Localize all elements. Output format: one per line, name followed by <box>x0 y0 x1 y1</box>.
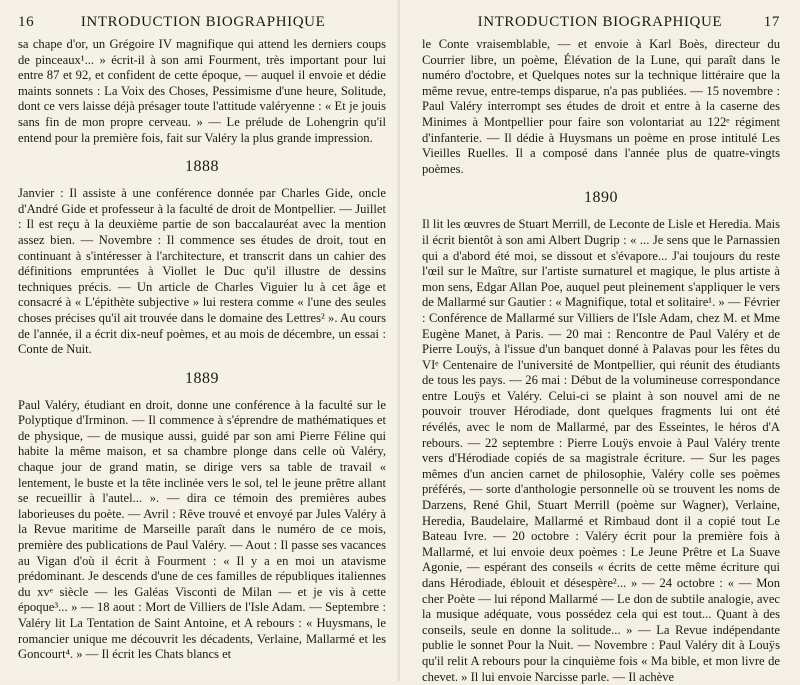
right-running-head <box>422 14 780 31</box>
year-heading-1890: 1890 <box>584 189 618 207</box>
year-heading-1888: 1888 <box>185 158 219 176</box>
right-paragraph-2: Il lit les œuvres de Stuart Merrill, de Leconte de Lisle et Heredia. Mais il écrit bientôt à son ami Albert Dugrip : « ... Je sens que le Parnassien qui a d'abord été moi, se dissout et s'évapore... J'ai toujours du reste l'œil sur le Maître, sur l'artiste surnaturel et magique, le plus artiste à mon sens, Edgar Allan Poe, auquel peut pleinement s'appliquer le vers de Mallarmé sur Gautier : « Magnifique, total et solitaire¹. » — Février : Conférence de Mallarmé sur Villiers de l'Isle Adam, chez M. et Mme Eugène Manet, à Paris. — 20 mai : Rencontre de Paul Valéry et de Pierre Louÿs, à l'issue d'un banquet donné à Palavas pour les fêtes du VIᵉ Centenaire de l'université de Montpellier, qui réunit des étudiants de tous les pays. — 26 mai : Début de la volumineuse correspondance entre Louÿs et Valéry. Celui-ci se plaint à son nouvel ami de ne pouvoir trouver Hérodiade, dont quelques fragments lui ont été révélés, avec le nom de Mallarmé, par des Esseintes, le héros d'A rebours. — 22 septembre : Pierre Louÿs envoie à Paul Valéry trente vers d'Hérodiade copiés de sa magistrale écriture. — Sur les pages mêmes d'un ancien carnet de philosophie, Valéry colle ses poèmes préférés, — sorte d'anthologie personnelle où se trouvent les noms de Darzens, René Ghil, Stuart Merrill (poème sur Wagner), Verlaine, Heredia, Baudelaire, Mallarmé et Rimbaud dont il a copié tout Le Bateau Ivre. — 20 octobre : Valéry écrit pour la première fois à Mallarmé, et lui envoie deux poèmes : Le Jeune Prêtre et La Suave Agonie, — espérant des conseils « écrits de cette même écriture qui dans Hérodiade, éblouit et désespère²... » — 24 octobre : « — Mon cher Poète — lui répond Mallarmé — Le don de subtile analogie, avec la musique adéquate, vous possédez cela qui est tout... Quant à des conseils, seule en donne la solitude... » — La Revue indépendante publie le sonnet Pour la Nuit. — Novembre : Paul Valéry dit à Louÿs qu'il relit A rebours pour la cinquième fois « Ma bible, et mon livre de chevet. » Il lui envoie Narcisse parle. — Il achève <box>422 217 780 684</box>
left-paragraph-1: sa chape d'or, un Grégoire IV magnifique qui attend les derniers coups de pinceaux¹... » écrit-il à son ami Fourment, très important pour lui entre 87 et 92, et confident de cette époque, — auquel il envoie et dédie maints sonnets : La Voix des Choses, Pessimisme d'une heure, Solitude, dont ce vers laisse déjà présager toute l'attitude valéryenne : « Et je jouis sans fin de mon propre cerveau. » — Le prélude de Lohengrin qu'il entend pour la première fois, fait sur Valéry la plus grande impression. <box>18 37 386 145</box>
year-heading-1889: 1889 <box>185 369 219 387</box>
right-page-number: 17 <box>763 14 780 30</box>
right-paragraph-1: le Conte vraisemblable, — et envoie à Karl Boès, directeur du Courrier libre, un poème, Élévation de la Lune, qui paraît dans le numéro d'octobre, et Quelques notes sur la technique littéraire que la même revue, entre-temps disparue, n'a pas publiées. — 15 novembre : Paul Valéry interrompt ses études de droit et entre à la caserne des Minimes à Montpellier pour faire son volontariat au 122ᵉ régiment d'infanterie. — Il dédie à Huysmans un poème en prose intitulé Les Vieilles Ruelles. Il a composé dans l'année plus de quatre-vingts poèmes. <box>422 37 780 176</box>
right-page <box>400 0 800 684</box>
left-page <box>0 0 400 681</box>
left-paragraph-3: Paul Valéry, étudiant en droit, donne une conférence à la faculté sur le Polyptique d'Irminon. — Il commence à s'éprendre de mathématiques et de physique, — de musique aussi, guidé par son ami Pierre Féline qui habite la même maison, et sa chambre plonge dans celle où Valéry, chaque jour de grand matin, se dirige vers sa table de travail « lentement, le buste et la tête inclinée vers le sol, tel le jeune prêtre allant se recueillir à l'autel... ». — dira ce témoin des premières aubes laborieuses du poète. — Avril : Rêve trouvé et envoyé par Jules Valéry à la Revue maritime de Marseille paraît dans le numéro de ce mois, première des publications de Paul Valéry. — Aout : Il passe ses vacances au Vigan d'où il écrit à Fourment : « Il y a en moi un atavisme prédominant. Je descends d'une de ces familles de républiques italiennes du xvᵉ siècle — les Galéas Visconti de Milan — et je vis à cette époque³... » — 18 aout : Mort de Villiers de l'Isle Adam. — Septembre : Valéry lit La Tentation de Saint Antoine, et A rebours : « Huysmans, le romancier unique me découvrit les décadents, Verlaine, Mallarmé et les Goncourt⁴. » — Il écrit les Chats blancs et <box>18 397 386 662</box>
right-running-title: INTRODUCTION BIOGRAPHIQUE <box>477 14 723 30</box>
left-paragraph-2: Janvier : Il assiste à une conférence donnée par Charles Gide, oncle d'André Gide et professeur à la faculté de droit de Montpellier. — Juillet : Il est reçu à la deuxième partie de son baccalauréat avec la mention assez bien. — Novembre : Il commence ses études de droit, tout en continuant à s'intéresser à l'architecture, et transcrit dans un cahier des définitions empruntées à Viollet le Duc qu'il illustre de dessins techniques précis. — Un article de Charles Viguier lu à cet âge et consacré à « L'épithète subjective » lui restera comme « l'une des seules choses précises qu'il ait trouvée dans le domaine des Lettres² ». Au cours de l'année, il a écrit dix-neuf poèmes, et au mois de décembre, un essai : Conte de Nuit. <box>18 186 386 357</box>
left-running-head <box>18 14 386 31</box>
left-page-number: 16 <box>18 14 35 30</box>
left-running-title: INTRODUCTION BIOGRAPHIQUE <box>80 14 326 30</box>
